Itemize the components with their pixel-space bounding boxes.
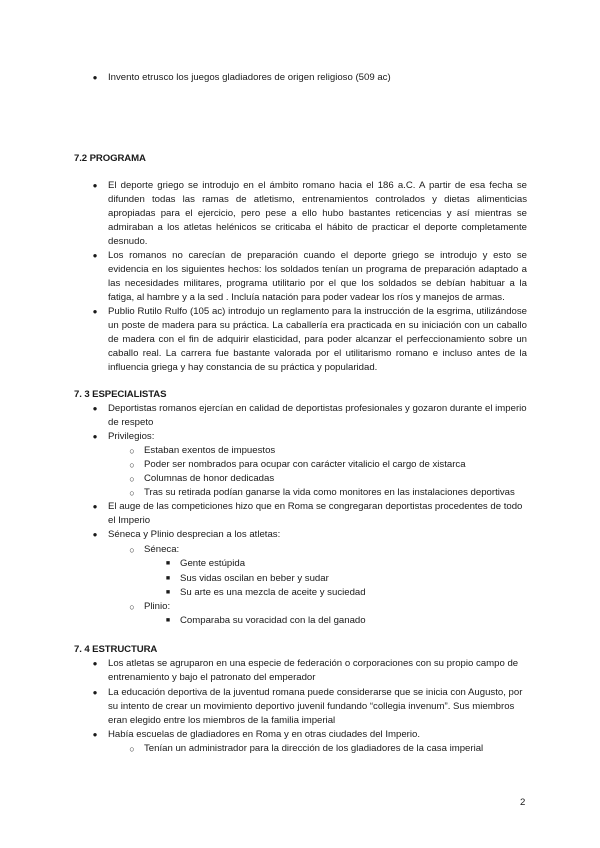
list-item-text: Los romanos no carecían de preparación cuando el deporte griego se introdujo y esto se evidencia en los siguientes hechos: los soldados tenían un programa de preparación adaptado a las necesidades militares, programa utilitario por el que los soldados se debían habituar a la fatiga, al hambre y a la sed . Incluía natación para poder vadear los ríos y manejos de armas. <box>108 250 527 303</box>
bullet-icon: ● <box>92 307 98 316</box>
circle-bullet-icon: ○ <box>129 744 135 754</box>
list-item <box>129 486 527 500</box>
list-item <box>92 430 527 444</box>
list-item-text: Había escuelas de gladiadores en Roma y en otras ciudades del Imperio. <box>108 729 420 740</box>
bullet-icon: ● <box>92 730 98 739</box>
list-item-text: Publio Rutilo Rulfo (105 ac) introdujo un reglamento para la instrucción de la esgrima, utilizándose un poste de madera para su práctica. La caballería era practicada en su iniciación con un caballo de madera con el fin de adquirir elasticidad, para poder alcanzar el perfeccionamiento sobre un caballo real. La carrera fue bastante valorada por el utilitarismo romano e incluso antes de la influencia griega y hay constancia de su práctica y popularidad. <box>108 306 527 373</box>
circle-bullet-icon: ○ <box>129 460 135 470</box>
list-item-text: Comparaba su voracidad con la del ganado <box>180 615 366 626</box>
circle-bullet-icon: ○ <box>129 474 135 484</box>
list-item-text: Plinio: <box>144 601 171 612</box>
bullet-icon: ● <box>92 530 98 539</box>
list-item-text: Estaban exentos de impuestos <box>144 445 276 456</box>
circle-bullet-icon: ○ <box>129 602 135 612</box>
list-item-text: La educación deportiva de la juventud romana puede considerarse que se inicia con Augusto, por su intento de crear un movimiento deportivo juvenil fundando “collegia invenum”. Sus miembros eran elegido entre los miembros de la familia imperial <box>108 687 523 726</box>
list-item <box>92 305 527 375</box>
list-item <box>92 686 527 728</box>
list-item <box>92 249 527 305</box>
page-number: 2 <box>520 797 526 808</box>
list-item-text: Tenían un administrador para la dirección de los gladiadores de la casa imperial <box>144 743 484 754</box>
list-item-text: Privilegios: <box>108 431 155 442</box>
list-item <box>92 71 527 85</box>
list-item <box>129 543 527 557</box>
list-item <box>92 657 527 685</box>
section-heading-programa: 7.2 PROGRAMA <box>74 153 146 164</box>
list-item-text: Columnas de honor dedicadas <box>144 473 275 484</box>
list-item-text: Los atletas se agruparon en una especie de federación o corporaciones con su propio campo de entrenamiento y bajo el patronato del emperador <box>108 658 519 683</box>
list-item <box>129 600 527 614</box>
list-item-text: Tras su retirada podían ganarse la vida como monitores en las instalaciones deportivas <box>144 487 515 498</box>
bullet-icon: ● <box>92 73 98 82</box>
section-heading-estructura: 7. 4 ESTRUCTURA <box>74 644 158 655</box>
list-item <box>165 586 527 600</box>
circle-bullet-icon: ○ <box>129 545 135 555</box>
bullet-icon: ● <box>92 181 98 190</box>
list-item <box>165 557 527 571</box>
list-item <box>92 528 527 542</box>
list-item-text: Sus vidas oscilan en beber y sudar <box>180 573 329 584</box>
circle-bullet-icon: ○ <box>129 488 135 498</box>
list-item <box>92 500 527 528</box>
section-heading-especialistas: 7. 3 ESPECIALISTAS <box>74 389 167 400</box>
list-item-text: Su arte es una mezcla de aceite y suciedad <box>180 587 366 598</box>
list-item <box>129 444 527 458</box>
list-item <box>165 614 527 628</box>
list-item <box>92 402 527 430</box>
bullet-icon: ● <box>92 404 98 413</box>
list-item <box>129 458 527 472</box>
list-item <box>129 742 527 756</box>
list-item-text: Deportistas romanos ejercían en calidad de deportistas profesionales y gozaron durante el imperio de respeto <box>108 403 527 428</box>
square-bullet-icon: ■ <box>165 575 171 582</box>
square-bullet-icon: ■ <box>165 560 171 567</box>
list-item-text: Gente estúpida <box>180 558 246 569</box>
list-item <box>92 728 527 742</box>
bullet-icon: ● <box>92 688 98 697</box>
square-bullet-icon: ■ <box>165 617 171 624</box>
list-item-text: Séneca y Plinio desprecian a los atletas: <box>108 529 281 540</box>
list-item <box>165 572 527 586</box>
list-item-text: El auge de las competiciones hizo que en Roma se congregaran deportistas procedentes de todo el Imperio <box>108 501 523 526</box>
list-item <box>92 179 527 249</box>
list-item <box>129 472 527 486</box>
bullet-icon: ● <box>92 432 98 441</box>
bullet-icon: ● <box>92 502 98 511</box>
list-item-text: El deporte griego se introdujo en el ámbito romano hacia el 186 a.C. A partir de esa fecha se difunden todas las ramas de atletismo, entrenamientos controlados y dietas alimenticias apropiadas para el ejercicio, pero pese a ello hubo bastantes reticencias y así mientras se admiraban a los atletas helénicos se criticaba el hábito de practicar el deporte completamente desnudo. <box>108 180 527 247</box>
bullet-icon: ● <box>92 659 98 668</box>
list-item-text: Séneca: <box>144 544 180 555</box>
circle-bullet-icon: ○ <box>129 446 135 456</box>
bullet-icon: ● <box>92 251 98 260</box>
list-item-text: Poder ser nombrados para ocupar con carácter vitalicio el cargo de xistarca <box>144 459 466 470</box>
square-bullet-icon: ■ <box>165 589 171 596</box>
list-item-text: Invento etrusco los juegos gladiadores de origen religioso (509 ac) <box>108 72 391 83</box>
